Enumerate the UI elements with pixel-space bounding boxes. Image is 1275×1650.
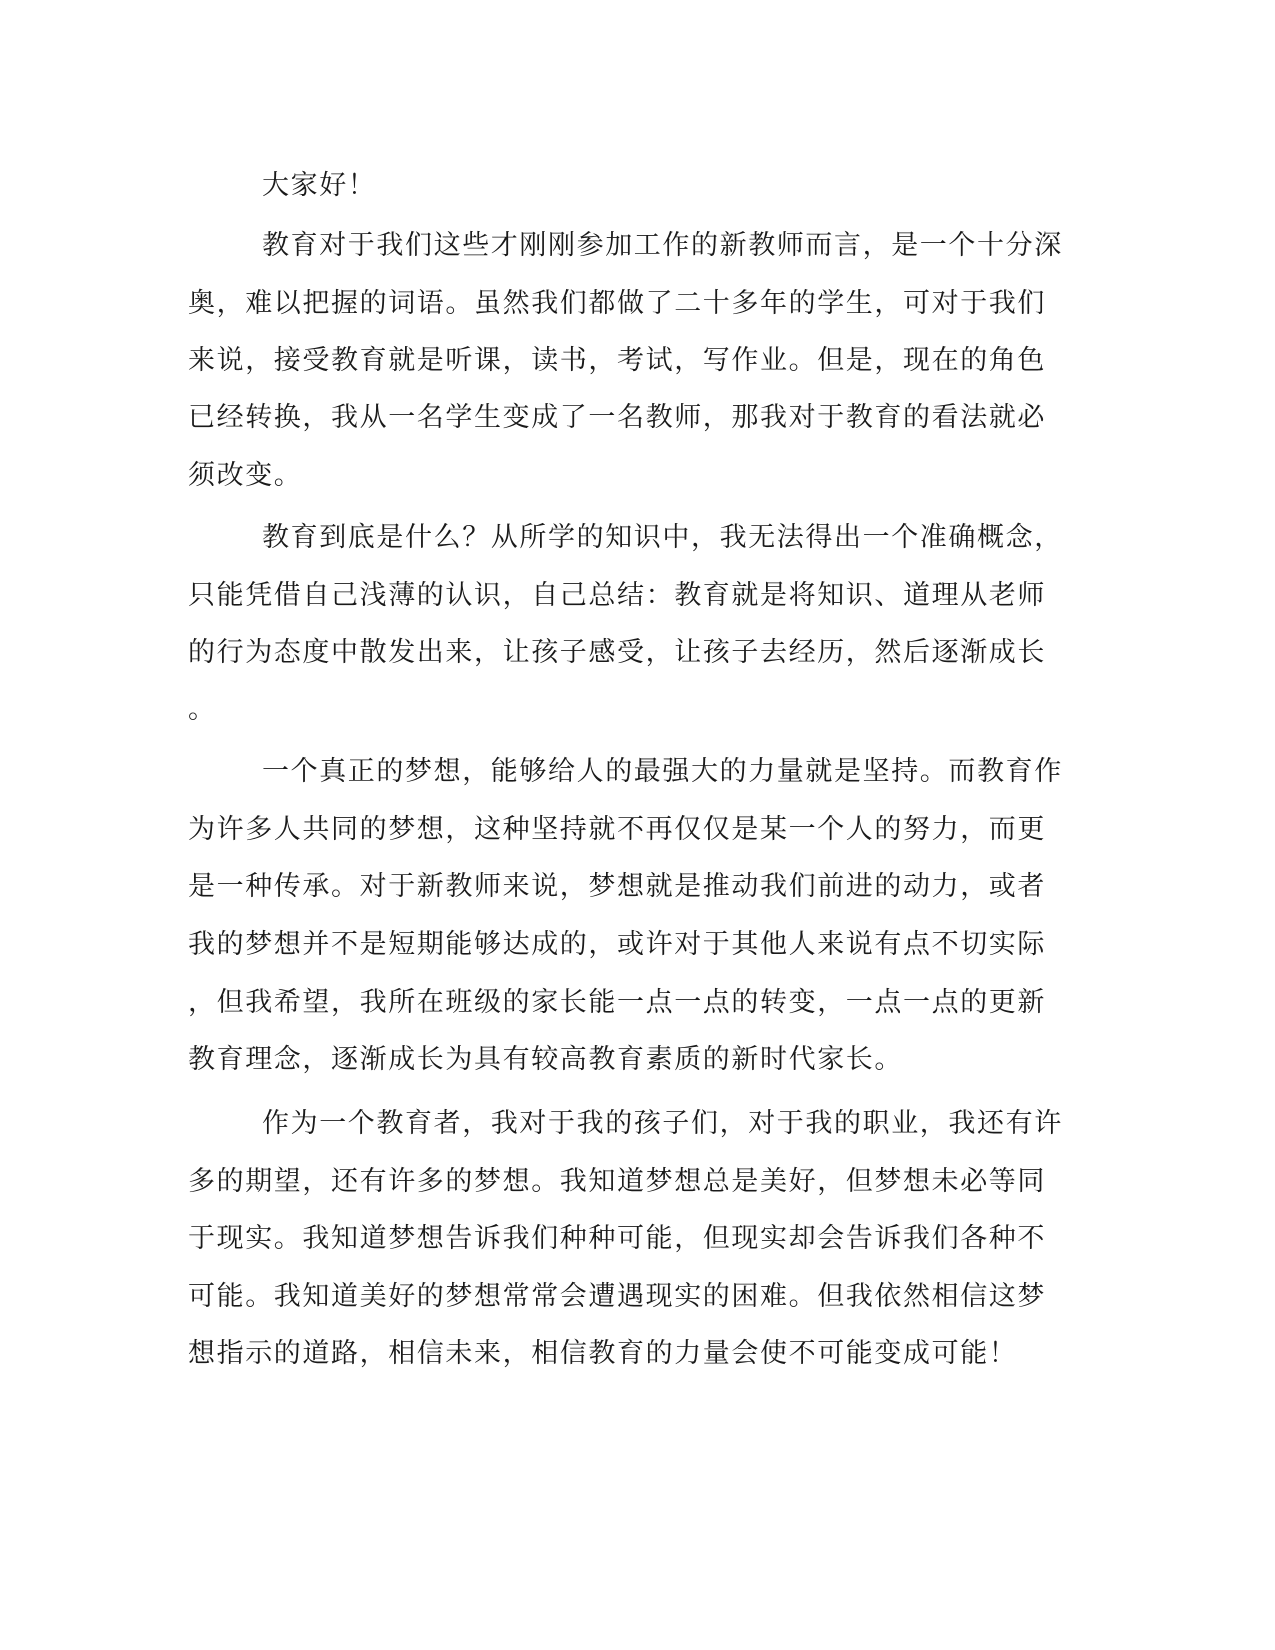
paragraph-2-line-2: 只能凭借自己浅薄的认识，自己总结：教育就是将知识、道理从老师 (188, 580, 1046, 611)
paragraph-3-line-2: 为许多人共同的梦想，这种坚持就不再仅仅是某一个人的努力，而更 (188, 814, 1046, 845)
paragraph-1-line-3: 来说，接受教育就是听课，读书，考试，写作业。但是，现在的角色 (188, 345, 1046, 376)
paragraph-2-line-1: 教育到底是什么？从所学的知识中，我无法得出一个准确概念， (262, 522, 1063, 553)
paragraph-4-line-2: 多的期望，还有许多的梦想。我知道梦想总是美好，但梦想未必等同 (188, 1166, 1046, 1197)
paragraph-1-line-2: 奥，难以把握的词语。虽然我们都做了二十多年的学生，可对于我们 (188, 288, 1046, 319)
paragraph-4-line-4: 可能。我知道美好的梦想常常会遭遇现实的困难。但我依然相信这梦 (188, 1281, 1046, 1312)
paragraph-2-line-4: 。 (188, 694, 217, 725)
paragraph-4-line-1: 作为一个教育者，我对于我的孩子们，对于我的职业，我还有许 (262, 1108, 1063, 1139)
paragraph-3-line-3: 是一种传承。对于新教师来说，梦想就是推动我们前进的动力，或者 (188, 871, 1046, 902)
paragraph-1-line-1: 教育对于我们这些才刚刚参加工作的新教师而言，是一个十分深 (262, 230, 1063, 261)
paragraph-3-line-4: 我的梦想并不是短期能够达成的，或许对于其他人来说有点不切实际 (188, 929, 1046, 960)
paragraph-3-line-6: 教育理念，逐渐成长为具有较高教育素质的新时代家长。 (188, 1044, 903, 1075)
paragraph-3-line-5: ，但我希望，我所在班级的家长能一点一点的转变，一点一点的更新 (188, 987, 1046, 1018)
paragraph-2-line-3: 的行为态度中散发出来，让孩子感受，让孩子去经历，然后逐渐成长 (188, 637, 1046, 668)
greeting: 大家好！ (262, 170, 377, 201)
paragraph-3-line-1: 一个真正的梦想，能够给人的最强大的力量就是坚持。而教育作 (262, 756, 1063, 787)
paragraph-4-line-3: 于现实。我知道梦想告诉我们种种可能，但现实却会告诉我们各种不 (188, 1223, 1046, 1254)
paragraph-1-line-4: 已经转换，我从一名学生变成了一名教师，那我对于教育的看法就必 (188, 402, 1046, 433)
paragraph-1-line-5: 须改变。 (188, 460, 303, 491)
paragraph-4-line-5: 想指示的道路，相信未来，相信教育的力量会使不可能变成可能！ (188, 1338, 1018, 1369)
